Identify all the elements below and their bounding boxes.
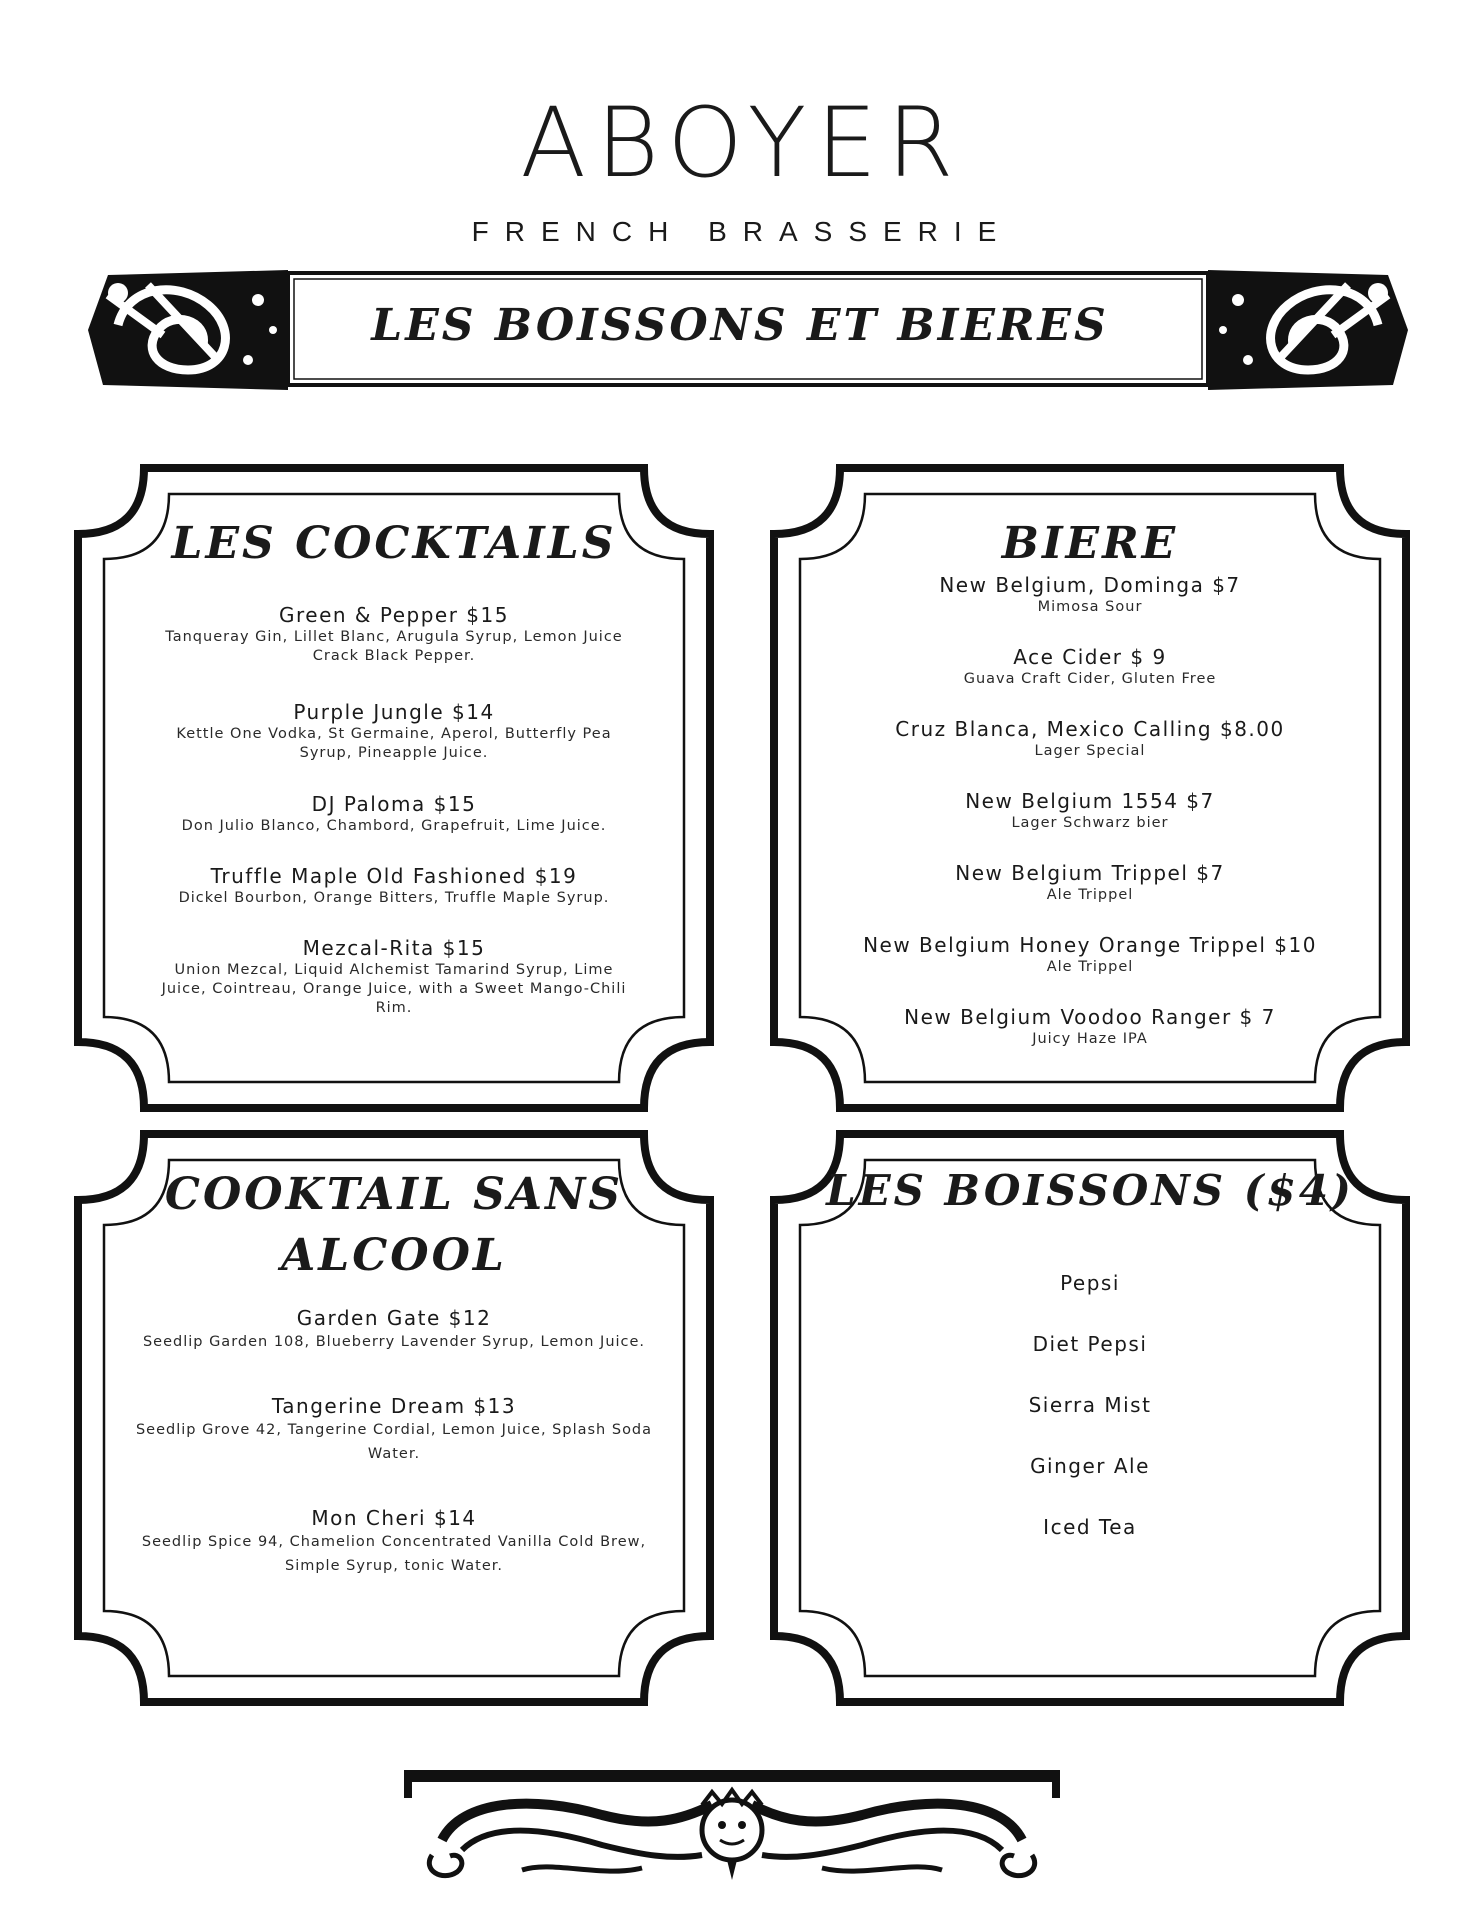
item-name: Purple Jungle $14 (293, 700, 495, 724)
item-name: New Belgium 1554 $7 (965, 789, 1215, 813)
menu-item (770, 1004, 1410, 1049)
right-ornament-icon (1208, 270, 1408, 390)
item-description: Ale Trippel (1046, 959, 1134, 975)
item-name: Mezcal-Rita $15 (302, 936, 486, 960)
menu-item (770, 716, 1410, 788)
item-name: New Belgium Honey Orange Trippel $10 (863, 933, 1317, 957)
item-name: DJ Paloma $15 (311, 792, 477, 816)
item-name: Truffle Maple Old Fashioned $19 (210, 864, 578, 888)
item-description: Mimosa Sour (1037, 599, 1143, 615)
item-description: Seedlip Grove 42, Tangerine Cordial, Lemon Juice, Splash Soda Water. (135, 1422, 653, 1462)
menu-item (770, 932, 1410, 1004)
item-description: Seedlip Spice 94, Chamelion Concentrated Vanilla Cold Brew, Simple Syrup, tonic Water. (141, 1534, 647, 1574)
item-name: Tangerine Dream $13 (271, 1394, 517, 1418)
item-description: Juicy Haze IPA (1032, 1031, 1148, 1047)
item-description: Union Mezcal, Liquid Alchemist Tamarind Syrup, Lime Juice, Cointreau, Orange Juice, with a Sweet Mango-Chili Rim. (161, 962, 627, 1016)
item-description: Don Julio Blanco, Chambord, Grapefruit, Lime Juice. (181, 818, 607, 834)
soda-item: Diet Pepsi (1032, 1332, 1148, 1356)
menu-item (770, 572, 1410, 644)
left-ornament-icon (88, 270, 288, 390)
item-description: Tanqueray Gin, Lillet Blanc, Arugula Syrup, Lemon Juice Crack Black Pepper. (165, 629, 623, 664)
sans-alcool-title-line1: COOKTAIL SANS (164, 1169, 624, 1220)
item-description: Dickel Bourbon, Orange Bitters, Truffle Maple Syrup. (178, 890, 610, 906)
item-name: New Belgium Trippel $7 (955, 861, 1225, 885)
boissons-title: LES BOISSONS ($4) (826, 1166, 1354, 1215)
item-description: Lager Special (1034, 743, 1146, 759)
item-description: Kettle One Vodka, St Germaine, Aperol, Butterfly Pea Syrup, Pineapple Juice. (176, 726, 612, 761)
cocktails-panel (74, 464, 714, 1112)
menu-item (770, 860, 1410, 932)
menu-item (770, 788, 1410, 860)
sans-alcool-title-line2: ALCOOL (281, 1230, 507, 1281)
item-description: Guava Craft Cider, Gluten Free (963, 671, 1217, 687)
item-description: Lager Schwarz bier (1011, 815, 1169, 831)
menu-item (74, 935, 714, 1018)
restaurant-subtitle: FRENCH BRASSERIE (471, 216, 1013, 247)
restaurant-name: ABOYER (520, 87, 964, 199)
item-description: Ale Trippel (1046, 887, 1134, 903)
menu-item (74, 699, 714, 791)
soda-item: Ginger Ale (1030, 1454, 1150, 1478)
item-name: Green & Pepper $15 (279, 603, 509, 627)
menu-item (74, 1306, 714, 1394)
menu-item (74, 1394, 714, 1506)
item-name: New Belgium, Dominga $7 (939, 573, 1241, 597)
menu-item (74, 863, 714, 935)
soda-item: Pepsi (1060, 1271, 1120, 1295)
item-name: Cruz Blanca, Mexico Calling $8.00 (895, 717, 1285, 741)
biere-panel (770, 464, 1410, 1112)
sans-alcool-panel (74, 1130, 714, 1706)
soda-item: Iced Tea (1043, 1515, 1137, 1539)
biere-title: BIERE (1001, 518, 1179, 569)
menu-item (74, 1506, 714, 1578)
item-name: Ace Cider $ 9 (1013, 645, 1167, 669)
soda-item: Sierra Mist (1028, 1393, 1152, 1417)
item-name: Garden Gate $12 (296, 1306, 492, 1330)
item-name: New Belgium Voodoo Ranger $ 7 (904, 1005, 1276, 1029)
menu-item (770, 644, 1410, 716)
cocktails-title: LES COCKTAILS (171, 518, 617, 569)
menu-item (74, 791, 714, 863)
menu-item (74, 602, 714, 699)
boissons-panel (770, 1130, 1410, 1706)
footer-ornament-icon (402, 1760, 1062, 1885)
item-name: Mon Cheri $14 (311, 1506, 477, 1530)
item-description: Seedlip Garden 108, Blueberry Lavender Syrup, Lemon Juice. (142, 1334, 646, 1350)
menu-section-title: LES BOISSONS ET BIERES (371, 300, 1109, 351)
